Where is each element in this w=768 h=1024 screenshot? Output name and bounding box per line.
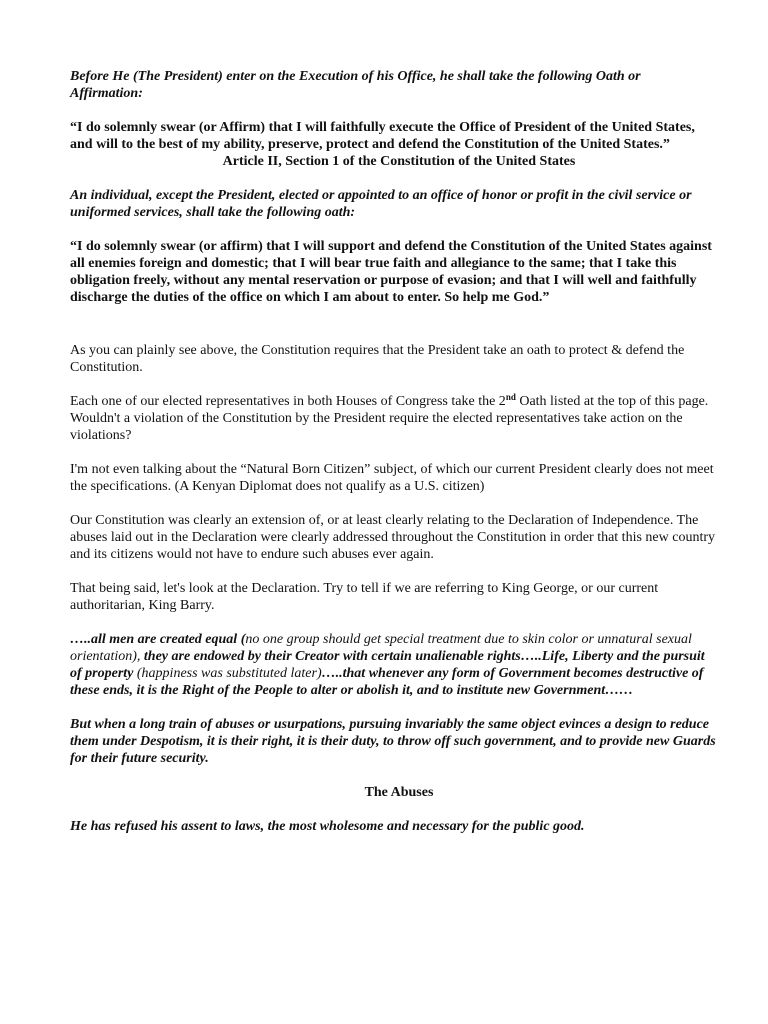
declaration-quote-equal [70, 631, 716, 699]
abuses-heading: The Abuses [364, 785, 434, 800]
officers-oath-quote: “I do solemnly swear (or affirm) that I will support and defend the Constitution of the United States against all enemies foreign and domestic; that I will bear true faith and allegiance to the same; that I take this obligation freely, without any mental reservation or purpose of evasion; and that I will well and faithfully discharge the duties of the office on which I am about to enter. So help me God.” [70, 239, 712, 305]
paragraph-see-above: As you can plainly see above, the Constitution requires that the President take an oath to protect & defend the Constitution. [70, 343, 685, 375]
president-oath-intro: Before He (The President) enter on the Execution of his Office, he shall take the following Oath or Affirmation: [70, 69, 641, 101]
quote-equal-part-3: they are endowed by their Creator with certain unalienable rights…..Life, Liberty and the pursuit of property [70, 649, 705, 681]
paragraph-extension: Our Constitution was clearly an extension of, or at least clearly relating to the Declaration of Independence. The abuses laid out in the Declaration were clearly addressed throughout the Constitution in order that this new country and its citizens would not have to endure such abuses ever again. [70, 513, 715, 562]
quote-equal-part-5: …..that whenever any form of Government becomes destructive of these ends, it is the Right of the People to alter or abolish it, and to institute new Government…… [70, 666, 704, 698]
declaration-quote-abuses: But when a long train of abuses or usurpations, pursuing invariably the same object evinces a design to reduce them under Despotism, it is their right, it is their duty, to throw off such government, and to provide new Guards for their future security. [70, 717, 716, 766]
paragraph-congress [70, 393, 716, 444]
quote-equal-part-4: (happiness was substituted later) [136, 666, 322, 681]
ordinal-suffix: nd [505, 392, 516, 402]
paragraph-declaration: That being said, let's look at the Declaration. Try to tell if we are referring to King George, or our current authoritarian, King Barry. [70, 581, 659, 613]
quote-equal-part-2: no one group should get special treatment due to skin color or unnatural sexual orientation), [70, 632, 692, 664]
paragraph-natural-born: I'm not even talking about the “Natural Born Citizen” subject, of which our current President clearly does not meet the specifications. (A Kenyan Diplomat does not qualify as a U.S. citizen) [70, 462, 714, 494]
constitution-citation: Article II, Section 1 of the Constitution of the United States [222, 154, 576, 169]
quote-equal-part-1: …..all men are created equal ( [70, 632, 246, 647]
abuse-item-1: He has refused his assent to laws, the most wholesome and necessary for the public good. [70, 819, 585, 834]
congress-text-start: Each one of our elected representatives in both Houses of Congress take the 2 [70, 394, 506, 409]
president-oath-quote: “I do solemnly swear (or Affirm) that I will faithfully execute the Office of President of the United States, and will to the best of my ability, preserve, protect and defend the Constitution of the United States.” [70, 120, 695, 152]
officers-oath-intro: An individual, except the President, elected or appointed to an office of honor or profit in the civil service or uniformed services, shall take the following oath: [70, 188, 692, 220]
congress-text-end: Oath listed at the top of this page. Wouldn't a violation of the Constitution by the President require the elected representatives take action on the violations? [70, 394, 709, 443]
